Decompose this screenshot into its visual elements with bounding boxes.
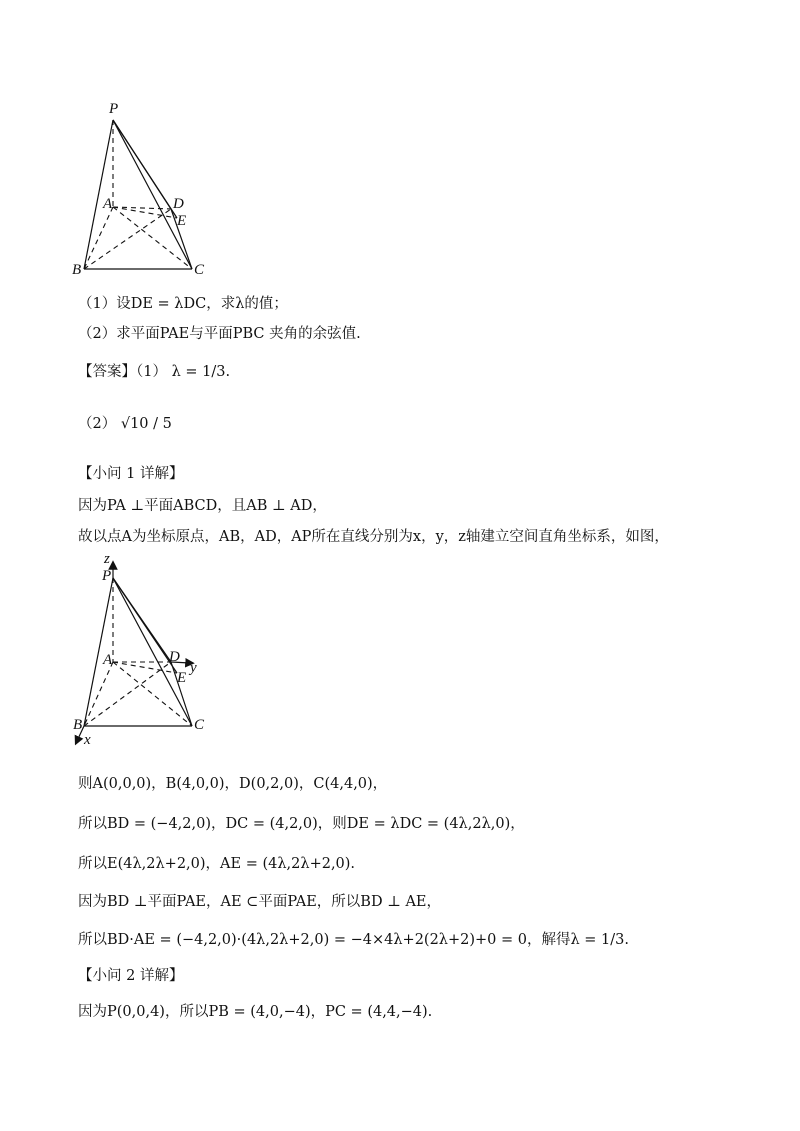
label-z: z <box>104 551 110 567</box>
label-P2: P <box>102 568 112 584</box>
label-C2: C <box>194 717 205 733</box>
sub2-heading-text: 【小问 2 详解】 <box>78 968 184 984</box>
answer-2-text: （2） √10 / 5 <box>78 416 172 432</box>
label-B2: B <box>73 717 83 733</box>
label-P: P <box>109 101 119 117</box>
answer-1-text: 【答案】（1） λ = 1/3. <box>78 364 231 380</box>
label-D: D <box>173 196 184 212</box>
line-g-text: 所以BD·AE = (−4,2,0)·(4λ,2λ+2,0) = −4×4λ+2(2λ+2)+0 = 0，解得λ = 1/3. <box>78 932 629 948</box>
label-A2: A <box>103 652 113 668</box>
line-f <box>78 890 441 911</box>
question-1-text: （1）设DE = λDC，求λ的值； <box>78 296 288 312</box>
line-a-text: 因为PA ⊥平面ABCD，且AB ⊥ AD， <box>78 498 327 514</box>
line-f-text: 因为BD ⊥平面PAE，AE ⊂平面PAE，所以BD ⊥ AE， <box>78 894 441 910</box>
line-c-text: 则A(0,0,0)，B(4,0,0)，D(0,2,0)，C(4,4,0)， <box>78 776 388 792</box>
line-d <box>78 812 525 833</box>
label-D2: D <box>169 649 180 665</box>
label-x: x <box>84 732 91 748</box>
line-e <box>78 852 355 873</box>
label-y: y <box>190 660 197 676</box>
label-B: B <box>72 262 82 278</box>
label-C: C <box>194 262 205 278</box>
line-c <box>78 772 387 793</box>
line-g <box>78 928 629 949</box>
question-2-text: （2）求平面PAE与平面PBC 夹角的余弦值. <box>78 326 361 342</box>
label-A: A <box>103 196 113 212</box>
line-d-text: 所以BD = (−4,2,0)，DC = (4,2,0)，则DE = λDC = (4λ,2λ,0)， <box>78 816 525 832</box>
line-h <box>78 1000 432 1021</box>
line-e-text: 所以E(4λ,2λ+2,0)，AE = (4λ,2λ+2,0). <box>78 856 356 872</box>
label-E2: E <box>177 670 187 686</box>
sub2-heading <box>78 964 183 985</box>
line-b-text: 故以点A为坐标原点，AB，AD，AP所在直线分别为x，y，z轴建立空间直角坐标系，如图， <box>78 529 669 545</box>
sub1-heading-text: 【小问 1 详解】 <box>78 466 184 482</box>
line-h-text: 因为P(0,0,4)，所以PB = (4,0,−4)，PC = (4,4,−4). <box>78 1004 433 1020</box>
label-E: E <box>177 213 187 229</box>
